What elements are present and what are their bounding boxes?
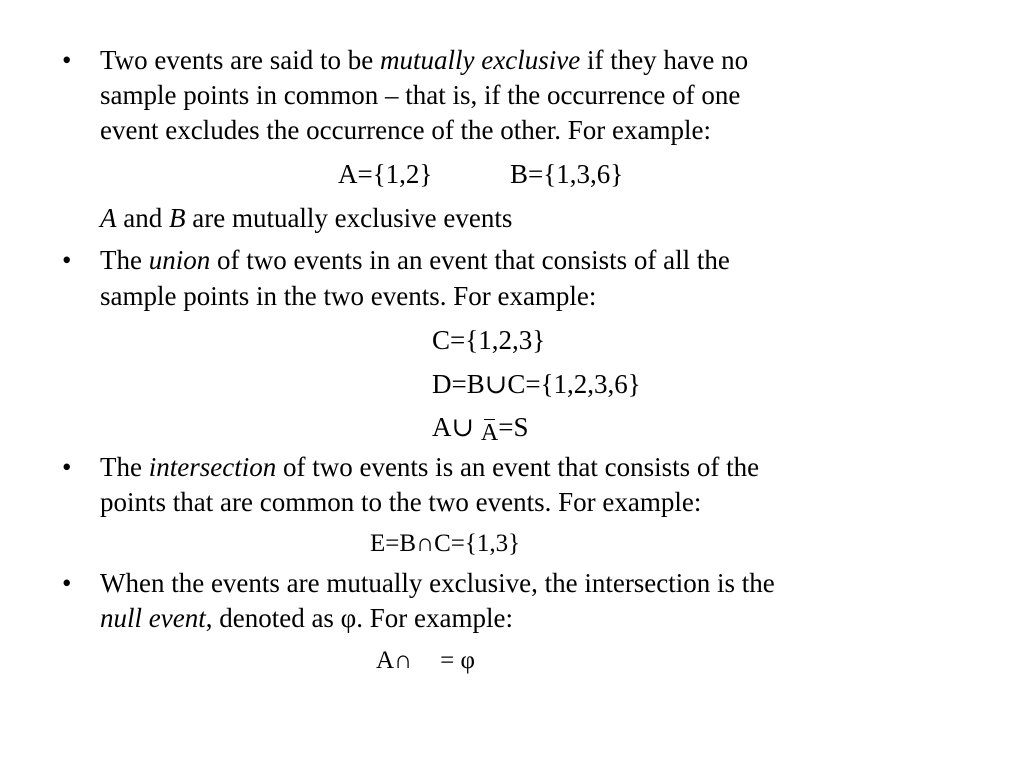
formula-set-c: C={1,2,3} (432, 325, 546, 355)
bullet-1-text-pre: Two events are said to be (100, 45, 381, 75)
bullet-4-line-2 (100, 601, 513, 635)
note-and: and (116, 203, 169, 233)
formula-set-d: D=B∪C={1,2,3,6} (432, 369, 641, 399)
bullet-3-line-1 (100, 450, 759, 484)
bullet-2-text-pre: The (100, 245, 149, 275)
bullet-4-term: null event (100, 603, 206, 633)
bullet-4-line-1: When the events are mutually exclusive, the intersection is the (100, 568, 775, 598)
bullet-2-term: union (148, 245, 211, 275)
bullet-3-term: intersection (148, 452, 277, 482)
complement-pre: A∪ (432, 412, 481, 442)
bullet-2-text-post: of two events in an event that consists of all the (210, 245, 730, 275)
bullet-1-line-2: sample points in common – that is, if the occurrence of one (100, 80, 741, 110)
note-a: A (100, 203, 117, 233)
bullet-3-line-2: points that are common to the two events. For example: (100, 487, 702, 517)
complement-post: =S (498, 412, 529, 442)
formula-null-event (376, 644, 475, 678)
bullet-1-line-3: event excludes the occurrence of the other. For example: (100, 115, 711, 145)
bullet-3-marker: • (62, 452, 72, 482)
formula-set-e: E=B∩C={1,3} (370, 530, 521, 557)
formula-mutually-exclusive-note (100, 201, 512, 235)
null-post: = φ (440, 647, 475, 674)
note-rest: are mutually exclusive events (185, 203, 513, 233)
formula-set-b: B={1,3,6} (510, 159, 624, 189)
bullet-1-text-post: if they have no (580, 45, 749, 75)
bullet-1-marker: • (62, 45, 72, 75)
note-b: B (168, 203, 186, 233)
bullet-2-marker: • (62, 245, 72, 275)
bullet-3-text-pre: The (100, 452, 149, 482)
bullet-1-term: mutually exclusive (380, 45, 581, 75)
formula-complement (432, 410, 528, 446)
bullet-4-text-post: , denoted as φ. For example: (205, 603, 513, 633)
bullet-3-text-post: of two events is an event that consists of the (276, 452, 760, 482)
bullet-2-line-1 (100, 243, 730, 277)
bullet-4-marker: • (62, 568, 72, 598)
complement-a-bar: A (481, 416, 498, 450)
bullet-1-line-1 (100, 43, 748, 77)
bullet-2-line-2: sample points in the two events. For example: (100, 281, 597, 311)
formula-set-a: A={1,2} (338, 159, 433, 189)
null-pre: A∩ (376, 647, 413, 674)
